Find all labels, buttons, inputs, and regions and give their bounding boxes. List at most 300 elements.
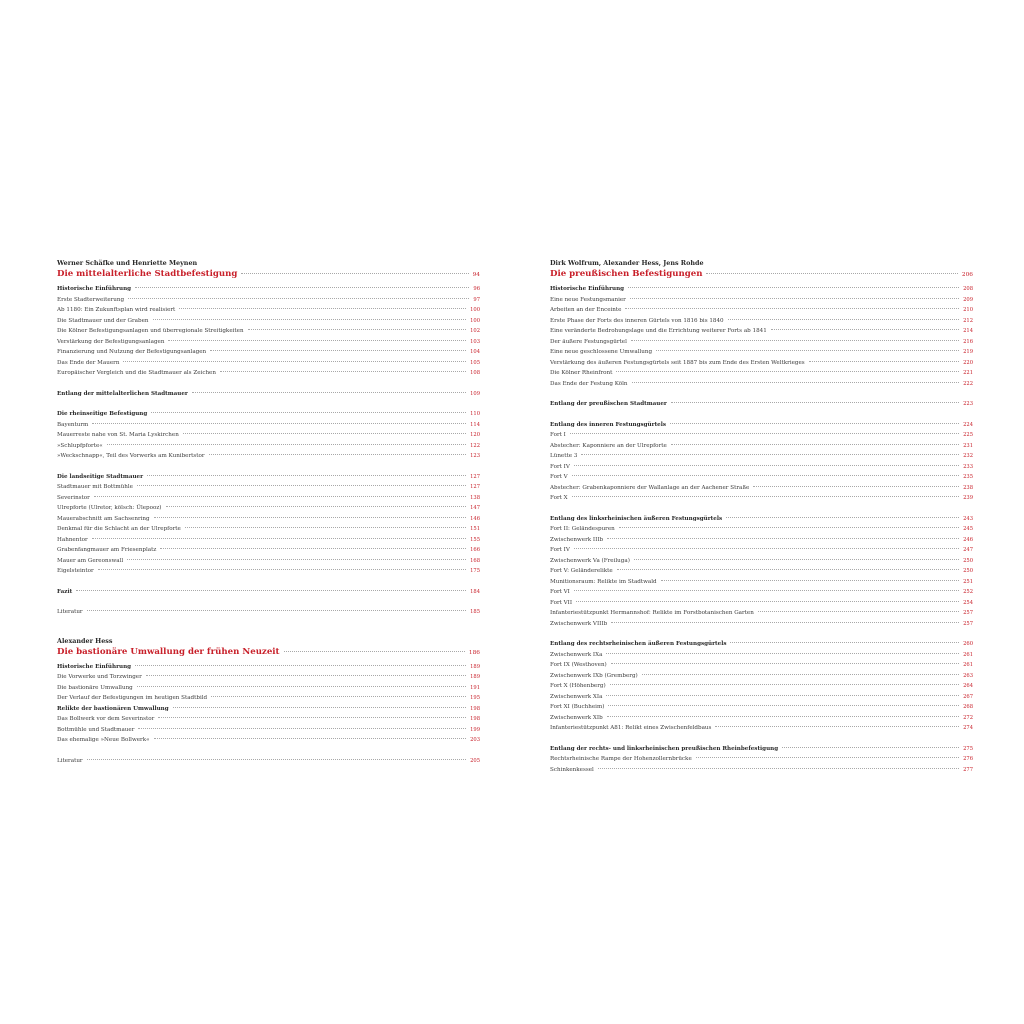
group-spacer: [550, 504, 973, 514]
toc-entry[interactable]: [57, 295, 480, 306]
toc-entry[interactable]: [550, 326, 973, 337]
page-number: 100: [470, 307, 480, 313]
page-number: 243: [963, 515, 973, 522]
dot-leader: [87, 759, 466, 760]
entry-label: Mauerreste nahe von St. Maria Lyskirchen: [57, 432, 179, 438]
page-number: 127: [470, 473, 480, 480]
dot-leader: [607, 716, 959, 717]
toc-entry[interactable]: [550, 472, 973, 483]
entry-label: Hahnentor: [57, 536, 88, 543]
entry-label: Denkmal für die Schlacht an der Ulrepforte: [57, 526, 181, 532]
entry-label: Das ehemalige »Neue Bollwerk«: [57, 737, 150, 743]
dot-leader: [696, 757, 959, 758]
toc-entry[interactable]: [550, 660, 973, 671]
toc-entry[interactable]: [550, 765, 973, 776]
entry-label: Literatur: [57, 757, 83, 764]
dot-leader: [574, 548, 959, 549]
entry-label: Das Ende der Mauern: [57, 359, 120, 366]
page-number: 272: [963, 714, 973, 721]
toc-entry[interactable]: [550, 556, 973, 567]
page-number: 100: [470, 317, 480, 324]
toc-entry[interactable]: [550, 337, 973, 348]
toc-section-entry[interactable]: [57, 662, 480, 673]
dot-leader: [570, 433, 959, 434]
page-number: 245: [963, 526, 973, 532]
dot-leader: [782, 747, 959, 748]
entry-label: Ulrepforte (Ulretor, kölsch: Ülepooz): [57, 505, 162, 511]
dot-leader: [730, 642, 959, 643]
entry-label: Finanzierung und Nutzung der Befestigungsanlagen: [57, 349, 207, 355]
page-number: 257: [963, 620, 973, 627]
entry-label: Stadtmauer mit Bottmühle: [57, 484, 133, 490]
dot-leader: [619, 527, 959, 528]
entry-label: Eine veränderte Bedrohungslage und die Errichtung weiterer Forts ab 1841: [550, 328, 767, 334]
dot-leader: [210, 350, 466, 351]
page-number: 276: [963, 756, 973, 762]
page-number: 274: [963, 725, 973, 731]
page-number: 216: [963, 338, 973, 345]
chapter-author: Dirk Wolfrum, Alexander Hess, Jens Rohde: [550, 259, 704, 267]
toc-entry[interactable]: [550, 577, 973, 588]
toc-entry[interactable]: [550, 723, 973, 734]
page-number: 257: [963, 610, 973, 616]
dot-leader: [581, 454, 959, 455]
page-number: 120: [470, 432, 480, 438]
toc-entry[interactable]: [57, 451, 480, 462]
page-number: 277: [963, 766, 973, 773]
toc-entry[interactable]: [550, 441, 973, 452]
toc-section-entry[interactable]: [550, 420, 973, 431]
entry-label: Fort V: Geländerelikte: [550, 568, 613, 574]
entry-label: Infanteriestützpunkt A81: Relikt eines Zwischenfeldbaus: [550, 725, 712, 731]
page-number: 166: [470, 547, 480, 553]
dot-leader: [92, 423, 466, 424]
dot-leader: [642, 674, 959, 675]
group-spacer: [550, 410, 973, 420]
chapter-title: Die bastionäre Umwallung der frühen Neuzeit: [57, 646, 280, 657]
page-number: 198: [470, 716, 480, 722]
toc-entry[interactable]: [57, 305, 480, 316]
toc-entry[interactable]: [57, 693, 480, 704]
page-number: 205: [470, 757, 480, 764]
entry-label: Fort X: [550, 495, 568, 501]
page-number: 232: [963, 453, 973, 459]
dot-leader: [671, 402, 959, 403]
toc-entry[interactable]: [550, 681, 973, 692]
page-number: 209: [963, 296, 973, 303]
page-number: 221: [963, 370, 973, 376]
dot-leader: [576, 601, 959, 602]
page-number: 189: [470, 674, 480, 680]
dot-leader: [706, 273, 957, 274]
page-number: 251: [963, 578, 973, 585]
dot-leader: [753, 486, 959, 487]
entry-label: Die Stadtmauer und der Graben: [57, 317, 149, 324]
page-number: 263: [963, 672, 973, 679]
chapter-spacer: [57, 618, 480, 637]
dot-leader: [628, 287, 959, 288]
entry-label: Verstärkung des äußeren Festungsgürtels seit 1887 bis zum Ende des Ersten Weltkrieges: [550, 359, 805, 366]
chapter-title: Die mittelalterliche Stadtbefestigung: [57, 269, 238, 279]
toc-entry[interactable]: [550, 702, 973, 713]
toc-section-entry[interactable]: [57, 472, 480, 483]
toc-entry[interactable]: [550, 535, 973, 546]
entry-label: Entlang der rechts- und linksrheinischen preußischen Rheinbefestigung: [550, 745, 779, 752]
page-number: 108: [470, 370, 480, 376]
entry-label: Die bastionäre Umwallung: [57, 684, 133, 691]
dot-leader: [153, 319, 467, 320]
page-number: 222: [963, 380, 973, 387]
toc-entry[interactable]: [550, 347, 973, 358]
page-number: 239: [963, 495, 973, 501]
dot-leader: [128, 298, 469, 299]
chapter-title-entry[interactable]: [57, 268, 480, 281]
dot-leader: [211, 696, 466, 697]
toc-entry[interactable]: [550, 493, 973, 504]
group-spacer: [57, 379, 480, 389]
entry-label: Arbeiten an der Enceinte: [550, 307, 622, 313]
toc-entry[interactable]: [550, 483, 973, 494]
toc-entry[interactable]: [57, 672, 480, 683]
entry-label: Fort V: [550, 474, 568, 480]
dot-leader: [168, 340, 466, 341]
dot-leader: [611, 622, 959, 623]
page-number: 175: [470, 568, 480, 574]
page-number: 225: [963, 432, 973, 438]
toc-section-entry[interactable]: [57, 704, 480, 715]
page-number: 122: [470, 442, 480, 449]
entry-label: Relikte der bastionären Umwallung: [57, 705, 169, 712]
dot-leader: [160, 548, 466, 549]
dot-leader: [726, 517, 959, 518]
page-number: 103: [470, 338, 480, 345]
entry-label: »Schlupfpforte«: [57, 442, 103, 449]
entry-label: Fort IV: [550, 547, 570, 553]
entry-label: Bayenturm: [57, 421, 89, 428]
dot-leader: [656, 350, 959, 351]
page-number: 235: [963, 474, 973, 480]
toc-entry[interactable]: [57, 368, 480, 379]
dot-leader: [728, 319, 959, 320]
page-number: 220: [963, 359, 973, 366]
toc-entry[interactable]: [57, 566, 480, 577]
entry-label: Entlang des linksrheinischen äußeren Festungsgürtels: [550, 515, 723, 522]
dot-leader: [671, 444, 959, 445]
entry-label: Fort IX (Westhoven): [550, 662, 607, 668]
entry-label: Fort IV: [550, 463, 570, 470]
entry-label: Entlang der preußischen Stadtmauer: [550, 401, 667, 407]
toc-entry[interactable]: [550, 598, 973, 609]
dot-leader: [209, 454, 467, 455]
toc-entry[interactable]: [57, 735, 480, 746]
dot-leader: [135, 287, 469, 288]
toc-entry[interactable]: [550, 295, 973, 306]
toc-entry[interactable]: [57, 358, 480, 369]
toc-section-entry[interactable]: [57, 587, 480, 598]
toc-entry[interactable]: [550, 754, 973, 765]
page-number: 195: [470, 695, 480, 701]
page-number: 252: [963, 589, 973, 595]
entry-label: Eine neue Festungsmanier: [550, 296, 626, 303]
dot-leader: [87, 610, 466, 611]
dot-leader: [606, 653, 959, 654]
page-number: 198: [470, 705, 480, 712]
group-spacer: [550, 389, 973, 399]
entry-label: Entlang des inneren Festungsgürtels: [550, 421, 666, 428]
page-number: 96: [473, 286, 480, 292]
toc-entry[interactable]: [57, 607, 480, 618]
chapter-author: Werner Schäfke und Henriette Meynen: [57, 259, 198, 267]
entry-label: Ab 1180: Ein Zukunftsplan wird realisiert: [57, 307, 176, 313]
dot-leader: [617, 569, 959, 570]
page-number: 261: [963, 662, 973, 668]
dot-leader: [158, 717, 466, 718]
dot-leader: [630, 298, 959, 299]
toc-right-column: [550, 259, 973, 775]
page-number: 208: [963, 286, 973, 292]
dot-leader: [173, 707, 466, 708]
group-spacer: [57, 577, 480, 587]
toc-entry[interactable]: [57, 316, 480, 327]
page-number: 219: [963, 349, 973, 355]
entry-label: Erste Phase der Forts des inneren Gürtels von 1816 bis 1840: [550, 317, 724, 324]
toc-entry[interactable]: [550, 608, 973, 619]
dot-leader: [76, 590, 466, 591]
dot-leader: [179, 308, 466, 309]
dot-leader: [147, 475, 466, 476]
page-number: 264: [963, 683, 973, 689]
toc-entry[interactable]: [57, 441, 480, 452]
entry-label: Literatur: [57, 609, 83, 615]
page-number: 233: [963, 463, 973, 470]
dot-leader: [146, 675, 466, 676]
page-number: 199: [470, 726, 480, 733]
chapter-author: Alexander Hess: [57, 636, 113, 645]
entry-label: Munitionsraum: Relikte im Stadtwald: [550, 578, 657, 585]
dot-leader: [632, 382, 960, 383]
toc-entry[interactable]: [550, 524, 973, 535]
toc-entry[interactable]: [550, 650, 973, 661]
page-number: 186: [468, 649, 480, 656]
page-number: 127: [470, 484, 480, 490]
page-number: 191: [470, 684, 480, 691]
page-number: 184: [470, 588, 480, 595]
toc-entry[interactable]: [550, 545, 973, 556]
page-number: 123: [470, 453, 480, 459]
toc-entry[interactable]: [57, 337, 480, 348]
entry-label: Grabenfangmauer am Friesenplatz: [57, 547, 157, 553]
entry-label: Zwischenwerk XIb: [550, 714, 603, 721]
entry-label: Verstärkung der Befestigungsanlagen: [57, 338, 165, 345]
dot-leader: [137, 686, 466, 687]
entry-label: Mauer am Gereonswall: [57, 557, 124, 564]
page-number: 261: [963, 651, 973, 658]
page-number: 110: [470, 411, 480, 417]
dot-leader: [611, 663, 959, 664]
dot-leader: [192, 392, 466, 393]
page-number: 254: [963, 599, 973, 606]
entry-label: Fort VI: [550, 589, 570, 595]
toc-section-entry[interactable]: [550, 639, 973, 650]
entry-label: Europäischer Vergleich und die Stadtmauer als Zeichen: [57, 370, 216, 376]
dot-leader: [572, 496, 959, 497]
page-number: 246: [963, 536, 973, 543]
toc-section-entry[interactable]: [57, 389, 480, 400]
page-number: 223: [963, 401, 973, 407]
entry-label: Fort VII: [550, 599, 573, 606]
page-number: 147: [470, 505, 480, 511]
dot-leader: [616, 371, 959, 372]
toc-entry[interactable]: [550, 587, 973, 598]
entry-label: Zwischenwerk IXa: [550, 651, 603, 658]
dot-leader: [137, 485, 466, 486]
entry-label: Historische Einführung: [550, 286, 625, 292]
toc-entry[interactable]: [57, 535, 480, 546]
entry-label: Die Kölner Rheinfront: [550, 370, 613, 376]
toc-entry[interactable]: [57, 714, 480, 725]
chapter-title-entry[interactable]: [550, 268, 973, 281]
toc-entry[interactable]: [57, 545, 480, 556]
entry-label: Die Kölner Befestigungsanlagen und überregionale Streitigkeiten: [57, 328, 244, 334]
entry-label: Mauerabschnitt am Sachsenring: [57, 515, 150, 522]
dot-leader: [606, 695, 959, 696]
toc-entry[interactable]: [550, 619, 973, 630]
toc-entry[interactable]: [57, 430, 480, 441]
page-number: 238: [963, 484, 973, 491]
page-number: 104: [470, 349, 480, 355]
dot-leader: [625, 308, 959, 309]
page-number: 155: [470, 536, 480, 543]
toc-entry[interactable]: [57, 482, 480, 493]
page-number: 214: [963, 328, 973, 334]
entry-label: Bottmühle und Stadtmauer: [57, 726, 135, 733]
toc-entry[interactable]: [550, 692, 973, 703]
dot-leader: [241, 273, 468, 274]
toc-entry[interactable]: [57, 725, 480, 736]
dot-leader: [98, 569, 466, 570]
page-number: 210: [963, 307, 973, 313]
dot-leader: [771, 329, 959, 330]
dot-leader: [127, 559, 466, 560]
entry-label: Fort XI (Buchheim): [550, 704, 605, 710]
dot-leader: [123, 361, 466, 362]
entry-label: Fort X (Höhenberg): [550, 683, 606, 689]
entry-label: Fort I: [550, 432, 566, 438]
toc-entry[interactable]: [57, 524, 480, 535]
dot-leader: [758, 611, 959, 612]
group-spacer: [550, 629, 973, 639]
toc-entry[interactable]: [550, 379, 973, 390]
page-number: 267: [963, 693, 973, 700]
page-number: 212: [963, 317, 973, 324]
toc-entry[interactable]: [57, 420, 480, 431]
toc-left-column: [57, 259, 480, 766]
dot-leader: [634, 559, 959, 560]
entry-label: Erste Stadterweiterung: [57, 296, 125, 303]
page-number: 109: [470, 390, 480, 397]
dot-leader: [574, 465, 959, 466]
toc-entry[interactable]: [550, 430, 973, 441]
entry-label: Die rheinseitige Befestigung: [57, 411, 148, 417]
toc-entry[interactable]: [57, 326, 480, 337]
group-spacer: [57, 746, 480, 756]
toc-entry[interactable]: [57, 756, 480, 767]
page-number: 206: [961, 272, 973, 278]
toc-section-entry[interactable]: [550, 399, 973, 410]
dot-leader: [220, 371, 466, 372]
dot-leader: [598, 768, 959, 769]
toc-section-entry[interactable]: [550, 284, 973, 295]
toc-entry[interactable]: [550, 358, 973, 369]
toc-section-entry[interactable]: [550, 514, 973, 525]
toc-entry[interactable]: [550, 316, 973, 327]
dot-leader: [574, 590, 959, 591]
dot-leader: [154, 517, 467, 518]
dot-leader: [135, 665, 466, 666]
toc-entry[interactable]: [57, 347, 480, 358]
entry-label: Das Bollwerk vor dem Severinstor: [57, 716, 155, 722]
group-spacer: [57, 399, 480, 409]
toc-section-entry[interactable]: [57, 409, 480, 420]
dot-leader: [631, 340, 959, 341]
page-number: 247: [963, 547, 973, 553]
toc-entry[interactable]: [57, 493, 480, 504]
entry-label: Historische Einführung: [57, 663, 132, 670]
page-number: 151: [470, 526, 480, 532]
page-number: 189: [470, 663, 480, 670]
chapter-title-entry[interactable]: [57, 646, 480, 659]
dot-leader: [610, 684, 959, 685]
toc-entry[interactable]: [550, 713, 973, 724]
entry-label: Der äußere Festungsgürtel: [550, 338, 627, 345]
entry-label: Entlang des rechtsrheinischen äußeren Festungsgürtels: [550, 641, 727, 647]
group-spacer: [57, 462, 480, 472]
toc-section-entry[interactable]: [550, 744, 973, 755]
page-number: 102: [470, 328, 480, 334]
toc-entry[interactable]: [57, 683, 480, 694]
dot-leader: [185, 527, 466, 528]
dot-leader: [809, 361, 959, 362]
toc-section-entry[interactable]: [57, 284, 480, 295]
entry-label: Zwischenwerk VIIIb: [550, 620, 608, 627]
group-spacer: [550, 734, 973, 744]
page-number: 224: [963, 421, 973, 428]
entry-label: Abstecher: Kaponniere an der Ulrepforte: [550, 442, 667, 449]
page-number: 138: [470, 494, 480, 501]
toc-entry[interactable]: [57, 503, 480, 514]
toc-entry[interactable]: [550, 305, 973, 316]
toc-entry[interactable]: [550, 368, 973, 379]
toc-entry[interactable]: [550, 566, 973, 577]
entry-label: Severinstor: [57, 494, 90, 501]
entry-label: Zwischenwerk IIIb: [550, 536, 604, 543]
toc-entry[interactable]: [57, 514, 480, 525]
entry-label: Eigelsteintor: [57, 568, 94, 574]
entry-label: Das Ende der Festung Köln: [550, 380, 628, 387]
page-number: 105: [470, 359, 480, 366]
toc-entry[interactable]: [550, 671, 973, 682]
group-spacer: [57, 597, 480, 607]
toc-entry[interactable]: [57, 556, 480, 567]
entry-label: Zwischenwerk XIa: [550, 693, 603, 700]
toc-entry[interactable]: [550, 462, 973, 473]
page-number: 250: [963, 568, 973, 574]
dot-leader: [715, 726, 959, 727]
entry-label: Eine neue geschlossene Umwallung: [550, 349, 653, 355]
dot-leader: [92, 538, 466, 539]
toc-entry[interactable]: [550, 451, 973, 462]
entry-label: Abstecher: Grabenkaponniere der Wallanlage an der Aachener Straße: [550, 484, 750, 491]
